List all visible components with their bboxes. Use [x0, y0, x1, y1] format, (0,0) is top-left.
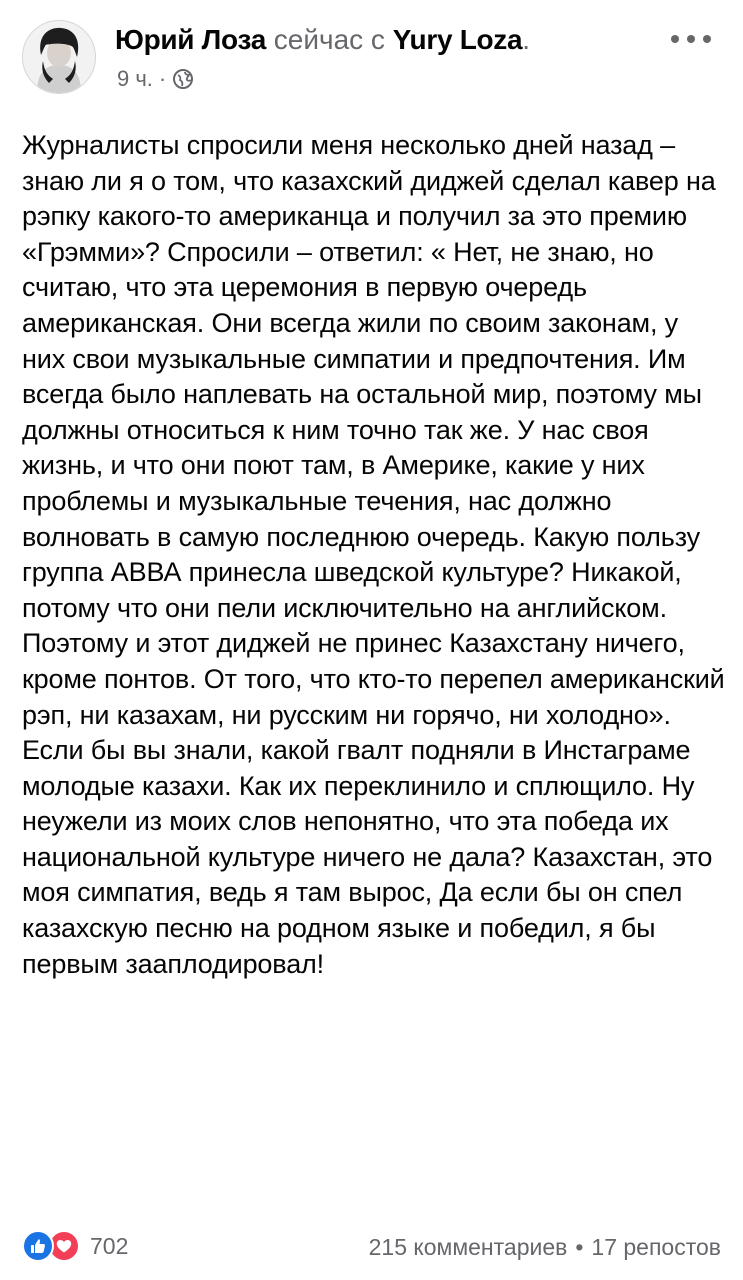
- post-header: [0, 0, 743, 110]
- more-dots-icon: [703, 35, 711, 43]
- like-icon: [22, 1230, 54, 1262]
- globe-icon[interactable]: [172, 68, 194, 90]
- post-paragraph-1: Журналисты спросили меня несколько дней назад – знаю ли я о том, что казахский диджей сделал кавер на рэпку какого-то американца и получил за это премию «Грэмми»? Спросили – ответил: « Нет, не знаю, но считаю, что эта церемония в первую очередь американская. Они всегда жили по своим законам, у них свои музыкальные симпатии и предпочтения. Им всегда было наплевать на остальной мир, поэтому мы должны относиться к ним точно так же. У нас своя жизнь, и что они поют там, в Америке, какие у них проблемы и музыкальные течения, нас должно волновать в самую последнюю очередь. Какую пользу группа АВВА принесла шведской культуре? Никакой, потому что они пели исключительно на английском. Поэтому и этот диджей не принес Казахстану ничего, кроме понтов. От того, что кто-то перепел американский рэп, ни казахам, ни русским ни горячо, ни холодно».: [22, 130, 725, 730]
- comments-count-link[interactable]: 215 комментариев: [368, 1234, 568, 1260]
- meta-separator: ·: [158, 66, 167, 91]
- author-line: [115, 22, 530, 58]
- post-footer: [0, 1226, 743, 1266]
- post-action-text: сейчас с: [273, 24, 385, 55]
- reaction-count: 702: [90, 1232, 129, 1259]
- avatar-portrait-icon: [23, 21, 95, 93]
- author-avatar[interactable]: [22, 20, 96, 94]
- post-paragraph-2: Если бы вы знали, какой гвалт подняли в Инстаграме молодые казахи. Как их переклинило и сплющило. Ну неужели из моих слов непонятно, что эта победа их национальной культуре ничего не дала? Казахстан, это моя симпатия, ведь я там вырос, Да если бы он спел казахскую песню на родном языке и победил, я бы первым зааплодировал!: [22, 735, 713, 979]
- more-dots-icon: [671, 35, 679, 43]
- author-name[interactable]: Юрий Лоза: [115, 24, 266, 55]
- tagged-profile-name[interactable]: Yury Loza: [392, 24, 523, 55]
- post-meta: [117, 64, 194, 94]
- author-line-period: .: [522, 24, 531, 55]
- post-text: [22, 128, 727, 982]
- post-stats: [369, 1234, 721, 1261]
- stats-separator: •: [575, 1234, 584, 1260]
- more-dots-icon: [687, 35, 695, 43]
- post-timestamp[interactable]: 9 ч.: [117, 66, 153, 91]
- more-options-button[interactable]: [671, 24, 711, 54]
- reactions-summary[interactable]: [22, 1230, 128, 1262]
- shares-count-link[interactable]: 17 репостов: [591, 1234, 721, 1260]
